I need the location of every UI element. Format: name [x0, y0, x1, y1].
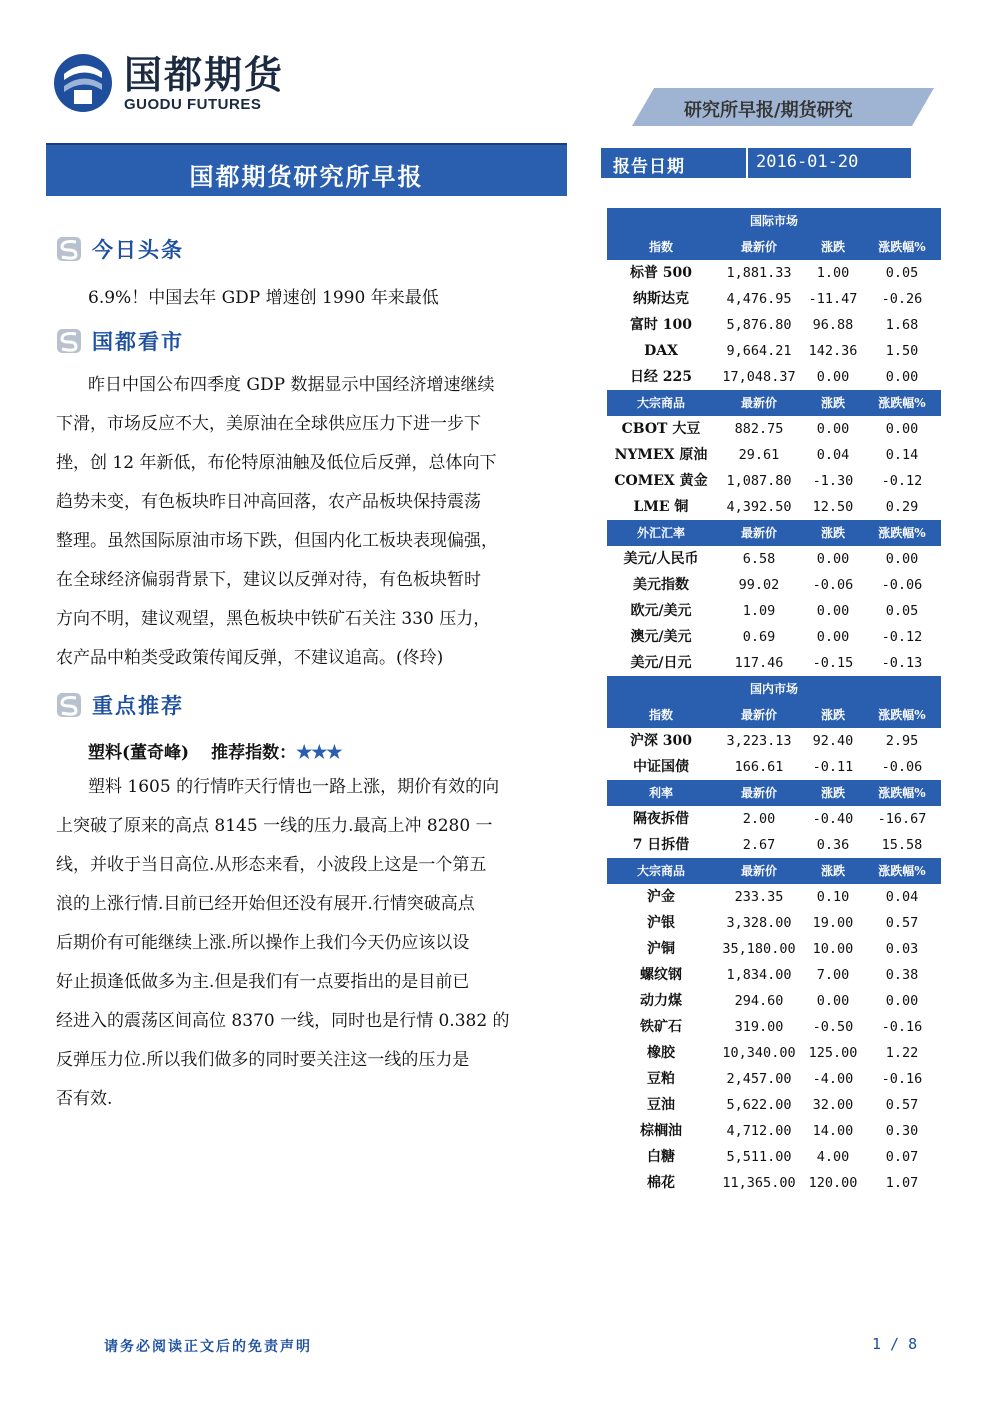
table-row	[607, 624, 941, 650]
paragraph-line: 挫，创 12 年新低，布伦特原油触及低位后反弹，总体向下	[56, 453, 497, 473]
table-cell: 2.67	[742, 837, 776, 853]
table-cell: 17,048.37	[722, 369, 796, 385]
table-cell: 29.61	[738, 447, 780, 463]
table-cell: -0.13	[881, 655, 923, 671]
market-data-table	[607, 208, 941, 1196]
table-cell: 35,180.00	[722, 941, 796, 957]
table-cell: 0.10	[816, 889, 850, 905]
table-header-cell: 指数	[648, 240, 673, 254]
table-cell: -4.00	[812, 1071, 854, 1087]
table-header-cell: 涨跌幅%	[878, 786, 926, 800]
section-title: 今日头条	[92, 237, 184, 262]
table-cell: DAX	[644, 343, 678, 359]
table-cell: 12.50	[812, 499, 854, 515]
table-cell: -0.06	[812, 577, 854, 593]
table-cell: 1.22	[885, 1045, 919, 1061]
table-cell: 0.38	[885, 967, 919, 983]
table-cell: 0.00	[816, 369, 850, 385]
table-cell: 2,457.00	[726, 1071, 792, 1087]
table-cell: 319.00	[734, 1019, 784, 1035]
table-cell: NYMEX 原油	[614, 447, 708, 463]
table-cell: 99.02	[738, 577, 780, 593]
table-cell: 10,340.00	[722, 1045, 796, 1061]
table-section-header	[607, 676, 941, 702]
table-cell: 0.57	[885, 915, 919, 931]
table-cell: -11.47	[808, 291, 858, 307]
table-header-cell: 涨跌	[820, 708, 845, 722]
headline-text: 6.9%！中国去年 GDP 增速创 1990 年来最低	[88, 288, 439, 308]
table-cell: 4,476.95	[726, 291, 792, 307]
paragraph-line: 整理。虽然国际原油市场下跌，但国内化工板块表现偏强，	[56, 531, 498, 551]
table-header-cell: 涨跌	[820, 786, 845, 800]
table-cell: 1,087.80	[726, 473, 792, 489]
table-cell: 233.35	[734, 889, 784, 905]
table-cell: 2.00	[742, 811, 776, 827]
table-cell: 棉花	[647, 1175, 675, 1191]
table-header-row	[607, 234, 941, 260]
table-header-cell: 涨跌幅%	[878, 396, 926, 410]
table-cell: 0.57	[885, 1097, 919, 1113]
table-section-label: 国际市场	[749, 214, 798, 228]
table-row	[607, 572, 941, 598]
table-cell: 橡胶	[647, 1045, 675, 1061]
table-cell: 0.29	[885, 499, 919, 515]
table-cell: 0.04	[816, 447, 850, 463]
table-header-cell: 涨跌幅%	[878, 708, 926, 722]
table-cell: 美元/人民币	[623, 551, 699, 567]
disclaimer-note: 请务必阅读正文后的免责声明	[104, 1339, 312, 1355]
table-row	[607, 312, 941, 338]
table-cell: 0.00	[816, 551, 850, 567]
table-row	[607, 728, 941, 754]
paragraph-line: 昨日中国公布四季度 GDP 数据显示中国经济增速继续	[88, 375, 495, 395]
table-header-cell: 涨跌	[820, 526, 845, 540]
table-row	[607, 1092, 941, 1118]
table-row	[607, 1014, 941, 1040]
table-row	[607, 806, 941, 832]
table-cell: 0.03	[885, 941, 919, 957]
table-cell: -0.16	[881, 1019, 923, 1035]
report-category-banner	[632, 88, 934, 126]
table-cell: 96.88	[812, 317, 854, 333]
table-cell: 纳斯达克	[633, 291, 689, 307]
table-row	[607, 338, 941, 364]
table-cell: 0.00	[885, 421, 919, 437]
table-header-cell: 指数	[648, 708, 673, 722]
table-cell: -16.67	[877, 811, 927, 827]
table-cell: 294.60	[734, 993, 784, 1009]
table-cell: COMEX 黄金	[614, 473, 708, 489]
table-cell: 1.09	[742, 603, 776, 619]
report-date-label: 报告日期	[601, 148, 746, 178]
paragraph-line: 在全球经济偏弱背景下，建议以反弹对待，有色板块暂时	[56, 570, 481, 590]
table-cell: 白糖	[647, 1149, 675, 1165]
logo-text-cn: 国都期货	[124, 53, 285, 97]
table-row	[607, 988, 941, 1014]
table-cell: 3,223.13	[726, 733, 792, 749]
table-cell: 0.30	[885, 1123, 919, 1139]
report-title-bar	[46, 143, 567, 196]
table-cell: 隔夜拆借	[633, 811, 689, 827]
rating-stars-icon: ★★★	[296, 742, 342, 763]
logo-text-en: GUODU FUTURES	[124, 96, 262, 113]
table-header-cell: 涨跌幅%	[878, 526, 926, 540]
table-cell: 2.95	[885, 733, 919, 749]
table-cell: -0.12	[881, 629, 923, 645]
table-row	[607, 936, 941, 962]
table-cell: 澳元/美元	[630, 629, 692, 645]
table-row	[607, 598, 941, 624]
recommendation-line	[88, 738, 342, 763]
table-row	[607, 832, 941, 858]
table-header-row	[607, 390, 941, 416]
table-header-cell: 最新价	[740, 786, 777, 800]
paragraph-line: 塑料 1605 的行情昨天行情也一路上涨，期价有效的向	[88, 777, 500, 797]
table-row	[607, 546, 941, 572]
report-date-value: 2016-01-20	[746, 148, 911, 178]
table-cell: 7 日拆借	[632, 837, 690, 853]
table-cell: 1.50	[885, 343, 919, 359]
table-cell: 动力煤	[640, 993, 682, 1009]
table-cell: 沪银	[647, 915, 675, 931]
paragraph-line: 线，并收于当日高位.从形态来看，小波段上这是一个第五	[56, 855, 487, 875]
table-cell: 0.07	[885, 1149, 919, 1165]
table-cell: 120.00	[808, 1175, 858, 1191]
table-header-cell: 最新价	[740, 396, 777, 410]
table-header-row	[607, 858, 941, 884]
table-cell: 5,511.00	[726, 1149, 792, 1165]
table-row	[607, 650, 941, 676]
table-cell: 0.00	[816, 629, 850, 645]
table-cell: 1,834.00	[726, 967, 792, 983]
table-header-row	[607, 702, 941, 728]
table-cell: 0.00	[816, 603, 850, 619]
table-cell: 5,876.80	[726, 317, 792, 333]
table-cell: 0.05	[885, 265, 919, 281]
table-row	[607, 286, 941, 312]
table-header-cell: 最新价	[740, 240, 777, 254]
section-bullet-icon	[56, 692, 82, 718]
paragraph-line: 否有效.	[56, 1089, 113, 1109]
table-cell: -0.50	[812, 1019, 854, 1035]
table-cell: 富时 100	[629, 317, 693, 333]
table-row	[607, 1118, 941, 1144]
table-cell: 11,365.00	[722, 1175, 796, 1191]
table-cell: 0.00	[885, 993, 919, 1009]
table-cell: 15.58	[881, 837, 923, 853]
table-row	[607, 884, 941, 910]
table-cell: 125.00	[808, 1045, 858, 1061]
table-cell: -0.06	[881, 759, 923, 775]
table-header-cell: 最新价	[740, 526, 777, 540]
table-cell: 标普 500	[629, 265, 693, 281]
paragraph-line: 趋势未变，有色板块昨日冲高回落，农产品板块保持震荡	[56, 492, 481, 512]
banner-text: 研究所早报/期货研究	[684, 100, 853, 121]
table-section-header	[607, 208, 941, 234]
table-header-row	[607, 520, 941, 546]
table-cell: 0.69	[742, 629, 776, 645]
table-cell: 棕榈油	[640, 1123, 682, 1139]
table-cell: 7.00	[816, 967, 850, 983]
table-cell: 0.05	[885, 603, 919, 619]
table-header-cell: 涨跌	[820, 864, 845, 878]
table-cell: -0.16	[881, 1071, 923, 1087]
table-cell: LME 铜	[633, 499, 689, 515]
table-cell: CBOT 大豆	[621, 421, 701, 437]
table-cell: 32.00	[812, 1097, 854, 1113]
table-cell: -0.11	[812, 759, 854, 775]
table-cell: 10.00	[812, 941, 854, 957]
recommendation-index-label: 推荐指数：	[211, 743, 297, 763]
table-header-cell: 涨跌	[820, 396, 845, 410]
recommendation-name: 塑料(董奇峰)	[88, 743, 190, 763]
paragraph-line: 经进入的震荡区间高位 8370 一线，同时也是行情 0.382 的	[56, 1011, 510, 1031]
paragraph-line: 农产品中粕类受政策传闻反弹，不建议追高。(佟玲)	[56, 648, 444, 668]
table-header-cell: 外汇汇率	[636, 526, 685, 540]
table-cell: 日经 225	[629, 369, 693, 385]
table-cell: 0.04	[885, 889, 919, 905]
market-commentary	[56, 366, 556, 678]
table-cell: 中证国债	[633, 759, 689, 775]
table-header-cell: 涨跌幅%	[878, 864, 926, 878]
table-cell: 4.00	[816, 1149, 850, 1165]
table-cell: 6.58	[742, 551, 776, 567]
table-cell: 1,881.33	[726, 265, 792, 281]
table-cell: 1.00	[816, 265, 850, 281]
table-cell: 0.36	[816, 837, 850, 853]
table-cell: 沪铜	[647, 941, 675, 957]
table-section-label: 国内市场	[749, 682, 798, 696]
table-cell: 166.61	[734, 759, 784, 775]
table-row	[607, 1066, 941, 1092]
table-cell: 1.68	[885, 317, 919, 333]
table-cell: 14.00	[812, 1123, 854, 1139]
table-cell: 92.40	[812, 733, 854, 749]
table-cell: 豆粕	[647, 1071, 675, 1087]
table-cell: 螺纹钢	[640, 967, 682, 983]
table-cell: 19.00	[812, 915, 854, 931]
paragraph-line: 浪的上涨行情.目前已经开始但还没有展开.行情突破高点	[56, 894, 475, 914]
table-cell: 0.00	[816, 421, 850, 437]
table-header-row	[607, 780, 941, 806]
table-row	[607, 1040, 941, 1066]
table-row	[607, 962, 941, 988]
table-cell: 0.00	[885, 369, 919, 385]
table-cell: 沪金	[647, 889, 675, 905]
paragraph-line: 好止损逢低做多为主.但是我们有一点要指出的是目前已	[56, 972, 470, 992]
table-row	[607, 910, 941, 936]
table-cell: 4,712.00	[726, 1123, 792, 1139]
logo-mark-icon	[52, 52, 114, 114]
paragraph-line: 后期价有可能继续上涨.所以操作上我们今天仍应该以设	[56, 933, 470, 953]
company-logo	[52, 52, 292, 116]
table-cell: -0.12	[881, 473, 923, 489]
table-cell: 0.00	[816, 993, 850, 1009]
table-cell: 0.00	[885, 551, 919, 567]
report-title: 国都期货研究所早报	[189, 162, 424, 191]
table-row	[607, 1144, 941, 1170]
table-header-cell: 最新价	[740, 864, 777, 878]
table-header-cell: 利率	[648, 786, 673, 800]
table-row	[607, 754, 941, 780]
section-bullet-icon	[56, 236, 82, 262]
paragraph-line: 下滑，市场反应不大，美原油在全球供应压力下进一步下	[56, 414, 481, 434]
paragraph-line: 反弹压力位.所以我们做多的同时要关注这一线的压力是	[56, 1050, 470, 1070]
table-header-cell: 涨跌幅%	[878, 240, 926, 254]
table-cell: 欧元/美元	[630, 603, 692, 619]
table-cell: 美元/日元	[630, 655, 692, 671]
table-header-cell: 大宗商品	[636, 396, 685, 410]
table-cell: 3,328.00	[726, 915, 792, 931]
paragraph-line: 方向不明，建议观望，黑色板块中铁矿石关注 330 压力，	[56, 609, 491, 629]
table-cell: -1.30	[812, 473, 854, 489]
table-cell: 沪深 300	[629, 733, 693, 749]
table-row	[607, 494, 941, 520]
page-number: 1 / 8	[872, 1335, 918, 1353]
table-cell: 142.36	[808, 343, 858, 359]
table-cell: 5,622.00	[726, 1097, 792, 1113]
table-cell: 豆油	[647, 1097, 675, 1113]
table-cell: 9,664.21	[726, 343, 792, 359]
table-cell: -0.26	[881, 291, 923, 307]
table-row	[607, 1170, 941, 1196]
table-row	[607, 416, 941, 442]
table-cell: 4,392.50	[726, 499, 792, 515]
table-cell: 铁矿石	[640, 1019, 682, 1035]
table-header-cell: 涨跌	[820, 240, 845, 254]
paragraph-line: 上突破了原来的高点 8145 一线的压力.最高上冲 8280 一	[56, 816, 493, 836]
table-row	[607, 442, 941, 468]
table-cell: -0.15	[812, 655, 854, 671]
table-cell: 美元指数	[633, 577, 689, 593]
table-row	[607, 364, 941, 390]
table-row	[607, 468, 941, 494]
table-header-cell: 大宗商品	[636, 864, 685, 878]
recommendation-text	[56, 768, 556, 1119]
table-cell: -0.40	[812, 811, 854, 827]
section-bullet-icon	[56, 328, 82, 354]
table-cell: 882.75	[734, 421, 784, 437]
section-title: 国都看市	[92, 329, 184, 354]
table-cell: 1.07	[885, 1175, 919, 1191]
section-title: 重点推荐	[92, 693, 184, 718]
table-cell: -0.06	[881, 577, 923, 593]
table-cell: 117.46	[734, 655, 784, 671]
table-row	[607, 260, 941, 286]
table-cell: 0.14	[885, 447, 919, 463]
table-header-cell: 最新价	[740, 708, 777, 722]
